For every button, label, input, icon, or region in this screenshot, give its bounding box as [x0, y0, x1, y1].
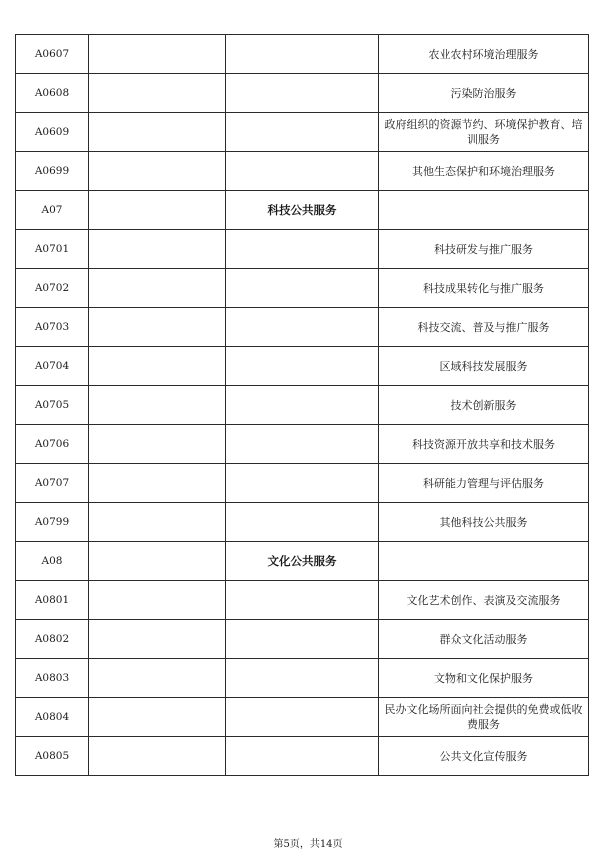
- item-name-cell: 其他科技公共服务: [379, 503, 589, 542]
- empty-cell: [89, 737, 226, 776]
- code-cell: A0701: [16, 230, 89, 269]
- item-name-cell: 科技研发与推广服务: [379, 230, 589, 269]
- item-name-cell: 科技资源开放共享和技术服务: [379, 425, 589, 464]
- catalog-table-container: [15, 34, 588, 776]
- category-name-cell: [226, 737, 379, 776]
- table-row: [16, 659, 589, 698]
- empty-cell: [89, 659, 226, 698]
- code-cell: A0608: [16, 74, 89, 113]
- code-cell: A0703: [16, 308, 89, 347]
- table-row: [16, 269, 589, 308]
- empty-cell: [89, 698, 226, 737]
- table-row: [16, 152, 589, 191]
- item-name-cell: 污染防治服务: [379, 74, 589, 113]
- empty-cell: [89, 581, 226, 620]
- item-name-cell: 科研能力管理与评估服务: [379, 464, 589, 503]
- table-row: [16, 35, 589, 74]
- empty-cell: [89, 35, 226, 74]
- code-cell: A0802: [16, 620, 89, 659]
- table-row: [16, 581, 589, 620]
- item-name-cell: 其他生态保护和环境治理服务: [379, 152, 589, 191]
- empty-cell: [89, 347, 226, 386]
- code-cell: A0609: [16, 113, 89, 152]
- category-name-cell: [226, 74, 379, 113]
- category-name-cell: [226, 230, 379, 269]
- item-name-cell: 民办文化场所面向社会提供的免费或低收费服务: [379, 698, 589, 737]
- table-row: [16, 503, 589, 542]
- category-name-cell: [226, 152, 379, 191]
- code-cell: A07: [16, 191, 89, 230]
- category-name-cell: [226, 503, 379, 542]
- empty-cell: [89, 620, 226, 659]
- category-name-cell: [226, 620, 379, 659]
- empty-cell: [89, 542, 226, 581]
- category-name-cell: [226, 386, 379, 425]
- table-row: [16, 620, 589, 659]
- table-row: [16, 347, 589, 386]
- code-cell: A0804: [16, 698, 89, 737]
- item-name-cell: 政府组织的资源节约、环境保护教育、培训服务: [379, 113, 589, 152]
- empty-cell: [89, 503, 226, 542]
- category-name-cell: [226, 347, 379, 386]
- table-row: [16, 737, 589, 776]
- code-cell: A0803: [16, 659, 89, 698]
- category-name-cell: [226, 269, 379, 308]
- item-name-cell: [379, 191, 589, 230]
- category-name-cell: [226, 698, 379, 737]
- table-row: [16, 191, 589, 230]
- catalog-table-body: [16, 35, 589, 776]
- code-cell: A0702: [16, 269, 89, 308]
- empty-cell: [89, 191, 226, 230]
- code-cell: A0707: [16, 464, 89, 503]
- table-row: [16, 113, 589, 152]
- category-name-cell: [226, 425, 379, 464]
- page-number-footer: 第5页，共14页: [273, 839, 343, 850]
- category-name-cell: [226, 659, 379, 698]
- code-cell: A08: [16, 542, 89, 581]
- category-name-cell: [226, 308, 379, 347]
- item-name-cell: 技术创新服务: [379, 386, 589, 425]
- empty-cell: [89, 113, 226, 152]
- item-name-cell: 文物和文化保护服务: [379, 659, 589, 698]
- table-row: [16, 464, 589, 503]
- code-cell: A0705: [16, 386, 89, 425]
- table-row: [16, 542, 589, 581]
- empty-cell: [89, 74, 226, 113]
- item-name-cell: 文化艺术创作、表演及交流服务: [379, 581, 589, 620]
- empty-cell: [89, 230, 226, 269]
- code-cell: A0799: [16, 503, 89, 542]
- category-name-cell: [226, 581, 379, 620]
- empty-cell: [89, 464, 226, 503]
- code-cell: A0704: [16, 347, 89, 386]
- category-name-cell: 文化公共服务: [226, 542, 379, 581]
- item-name-cell: 群众文化活动服务: [379, 620, 589, 659]
- item-name-cell: 科技交流、普及与推广服务: [379, 308, 589, 347]
- code-cell: A0699: [16, 152, 89, 191]
- catalog-table: [15, 34, 589, 776]
- code-cell: A0805: [16, 737, 89, 776]
- table-row: [16, 230, 589, 269]
- table-row: [16, 386, 589, 425]
- empty-cell: [89, 425, 226, 464]
- category-name-cell: [226, 35, 379, 74]
- item-name-cell: [379, 542, 589, 581]
- table-row: [16, 308, 589, 347]
- empty-cell: [89, 269, 226, 308]
- category-name-cell: [226, 464, 379, 503]
- empty-cell: [89, 386, 226, 425]
- item-name-cell: 科技成果转化与推广服务: [379, 269, 589, 308]
- table-row: [16, 425, 589, 464]
- item-name-cell: 农业农村环境治理服务: [379, 35, 589, 74]
- category-name-cell: [226, 113, 379, 152]
- empty-cell: [89, 152, 226, 191]
- item-name-cell: 区域科技发展服务: [379, 347, 589, 386]
- item-name-cell: 公共文化宣传服务: [379, 737, 589, 776]
- table-row: [16, 74, 589, 113]
- code-cell: A0706: [16, 425, 89, 464]
- table-row: [16, 698, 589, 737]
- empty-cell: [89, 308, 226, 347]
- code-cell: A0607: [16, 35, 89, 74]
- category-name-cell: 科技公共服务: [226, 191, 379, 230]
- code-cell: A0801: [16, 581, 89, 620]
